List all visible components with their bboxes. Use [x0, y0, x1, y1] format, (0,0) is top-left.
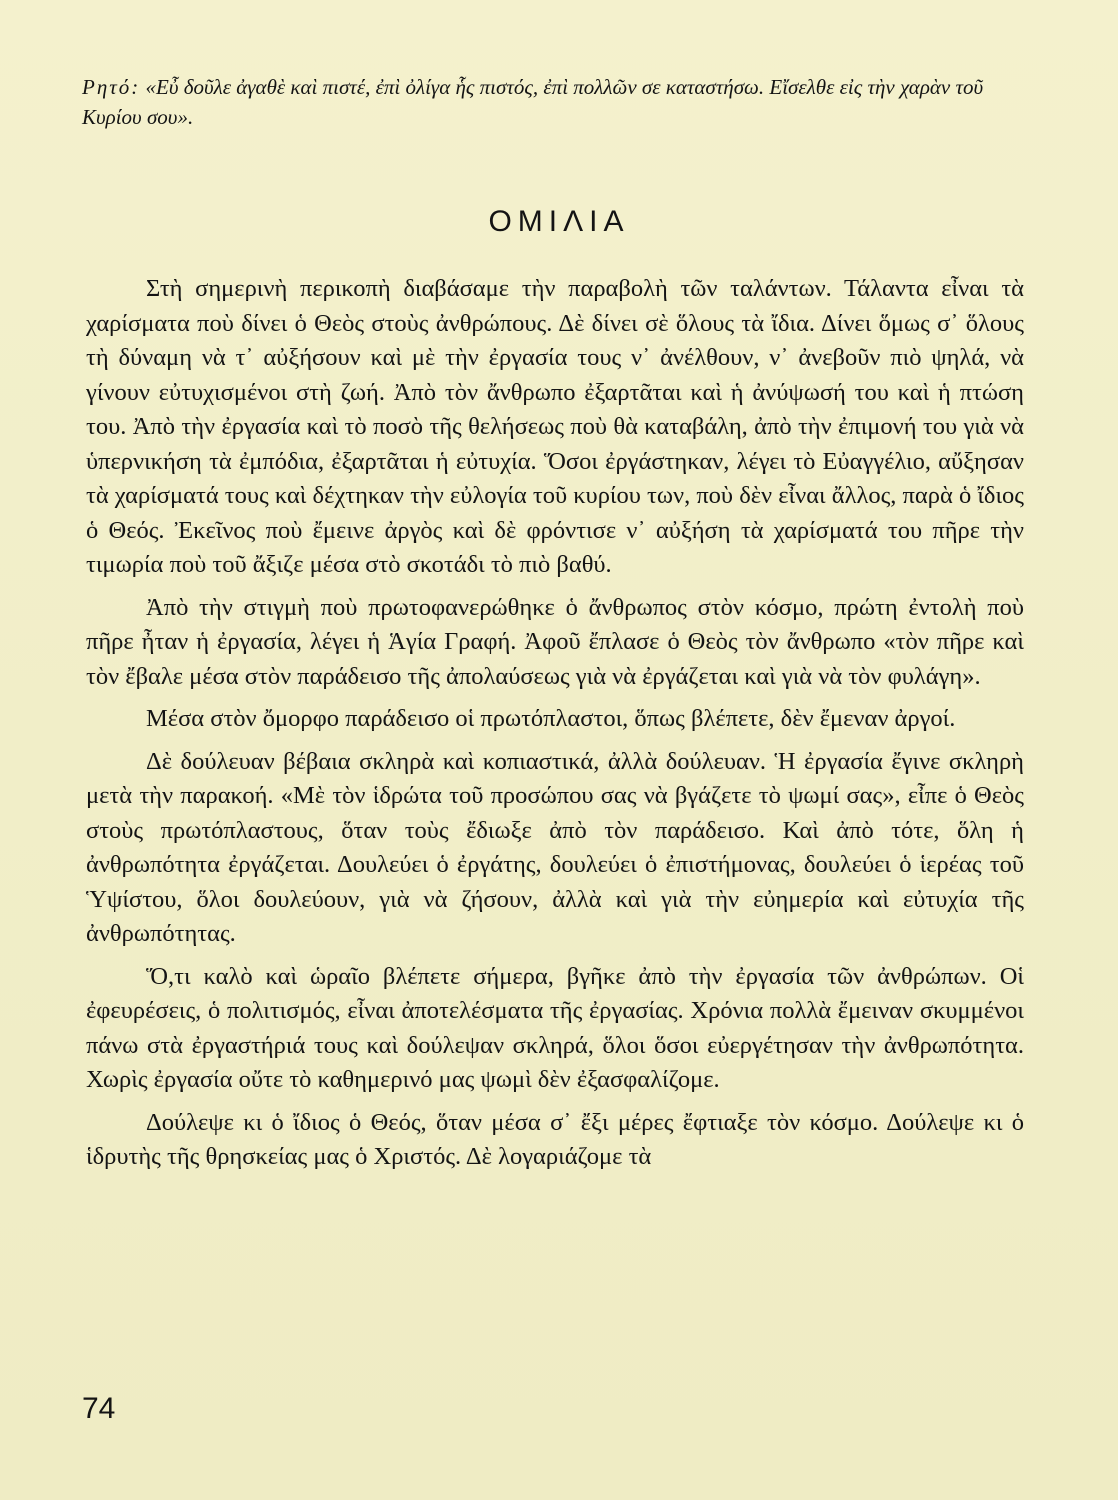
sermon-body — [86, 272, 1024, 1183]
page-title: ΟΜΙΛΙΑ — [488, 205, 630, 238]
page-number: 74 — [82, 1392, 116, 1425]
quote-label: Ρητό: — [82, 75, 141, 99]
paragraph-4: Δὲ δούλευαν βέβαια σκληρὰ καὶ κοπιαστικά, ἀλλὰ δούλευαν. Ἡ ἐργασία ἔγινε σκληρὴ μετὰ τὴν παρακοή. «Μὲ τὸν ἱδρώτα τοῦ προσώπου σας νὰ βγάζετε τὸ ψωμί σας», εἶπε ὁ Θεὸς στοὺς πρωτόπλαστους, ὅταν τοὺς ἔδιωξε ἀπὸ τὸν παράδεισο. Καὶ ἀπὸ τότε, ὅλη ἡ ἀνθρωπότητα ἐργάζεται. Δουλεύει ὁ ἐργάτης, δουλεύει ὁ ἐπιστήμονας, δουλεύει ὁ ἱερέας τοῦ Ὑψίστου, ὅλοι δουλεύουν, γιὰ νὰ ζήσουν, ἀλλὰ καὶ γιὰ τὴν εὐημερία καὶ εὐτυχία τῆς ἀνθρωπότητας. — [86, 747, 1024, 947]
paragraph-1: Στὴ σημερινὴ περικοπὴ διαβάσαμε τὴν παραβολὴ τῶν ταλάντων. Τάλαντα εἶναι τὰ χαρίσματα ποὺ δίνει ὁ Θεὸς στοὺς ἀνθρώπους. Δὲ δίνει σὲ ὅλους τὰ ἴδια. Δίνει ὅμως σ᾽ ὅλους τὴ δύναμη νὰ τ᾽ αὐξήσουν καὶ μὲ τὴν ἐργασία τους ν᾽ ἀνέλθουν, ν᾽ ἀνεβοῦν πιὸ ψηλά, νὰ γίνουν εὐτυχισμένοι στὴ ζωή. Ἀπὸ τὸν ἄνθρωπο ἐξαρτᾶται καὶ ἡ ἀνύψωσή του καὶ ἡ πτώση του. Ἀπὸ τὴν ἐργασία καὶ τὸ ποσὸ τῆς θελήσεως ποὺ θὰ καταβάλη, ἀπὸ τὴν ἐπιμονή του γιὰ νὰ ὑπερνικήση τὰ ἐμπόδια, ἐξαρτᾶται ἡ εὐτυχία. Ὅσοι ἐργάστηκαν, λέγει τὸ Εὐαγγέλιο, αὔξησαν τὰ χαρίσματά τους καὶ δέχτηκαν τὴν εὐλογία τοῦ κυρίου των, ποὺ δὲν εἶναι ἄλλος, παρὰ ὁ ἴδιος ὁ Θεός. Ἐκεῖνος ποὺ ἔμεινε ἀργὸς καὶ δὲ φρόντισε ν᾽ αὐξήση τὰ χαρίσματά του πῆρε τὴν τιμωρία ποὺ τοῦ ἄξιζε μέσα στὸ σκοτάδι τὸ πιὸ βαθύ. — [86, 275, 1024, 578]
paragraph-2: Ἀπὸ τὴν στιγμὴ ποὺ πρωτοφανερώθηκε ὁ ἄνθρωπος στὸν κόσμο, πρώτη ἐντολὴ ποὺ πῆρε ἦταν ἡ ἐργασία, λέγει ἡ Ἁγία Γραφή. Ἀφοῦ ἔπλασε ὁ Θεὸς τὸν ἄνθρωπο «τὸν πῆρε καὶ τὸν ἔβαλε μέσα στὸν παράδεισο τῆς ἀπολαύσεως γιὰ νὰ ἐργάζεται καὶ γιὰ νὰ τὸν φυλάγη». — [86, 593, 1024, 690]
epigraph-quote — [82, 72, 1022, 132]
paragraph-3: Μέσα στὸν ὄμορφο παράδεισο οἱ πρωτόπλαστοι, ὅπως βλέπετε, δὲν ἔμεναν ἀργοί. — [146, 705, 956, 732]
paragraph-5: Ὅ,τι καλὸ καὶ ὡραῖο βλέπετε σήμερα, βγῆκε ἀπὸ τὴν ἐργασία τῶν ἀνθρώπων. Οἱ ἐφευρέσεις, ὁ πολιτισμός, εἶναι ἀποτελέσματα τῆς ἐργασίας. Χρόνια πολλὰ ἔμειναν σκυμμένοι πάνω στὰ ἐργαστήριά τους καὶ δούλεψαν σκληρά, ὅλοι ὅσοι εὐεργέτησαν τὴν ἀνθρωπότητα. Χωρὶς ἐργασία οὔτε τὸ καθημερινό μας ψωμὶ δὲν ἐξασφαλίζομε. — [86, 962, 1024, 1093]
quote-text: «Εὖ δοῦλε ἀγαθὲ καὶ πιστέ, ἐπὶ ὀλίγα ἧς πιστός, ἐπὶ πολλῶν σε καταστήσω. Εἴσελθε εἰς τὴν χαρὰν τοῦ Κυρίου σου». — [82, 75, 984, 129]
paragraph-6: Δούλεψε κι ὁ ἴδιος ὁ Θεός, ὅταν μέσα σ᾽ ἔξι μέρες ἔφτιαξε τὸν κόσμο. Δούλεψε κι ὁ ἱδρυτὴς τῆς θρησκείας μας ὁ Χριστός. Δὲ λογαριάζομε τὰ — [86, 1108, 1024, 1170]
